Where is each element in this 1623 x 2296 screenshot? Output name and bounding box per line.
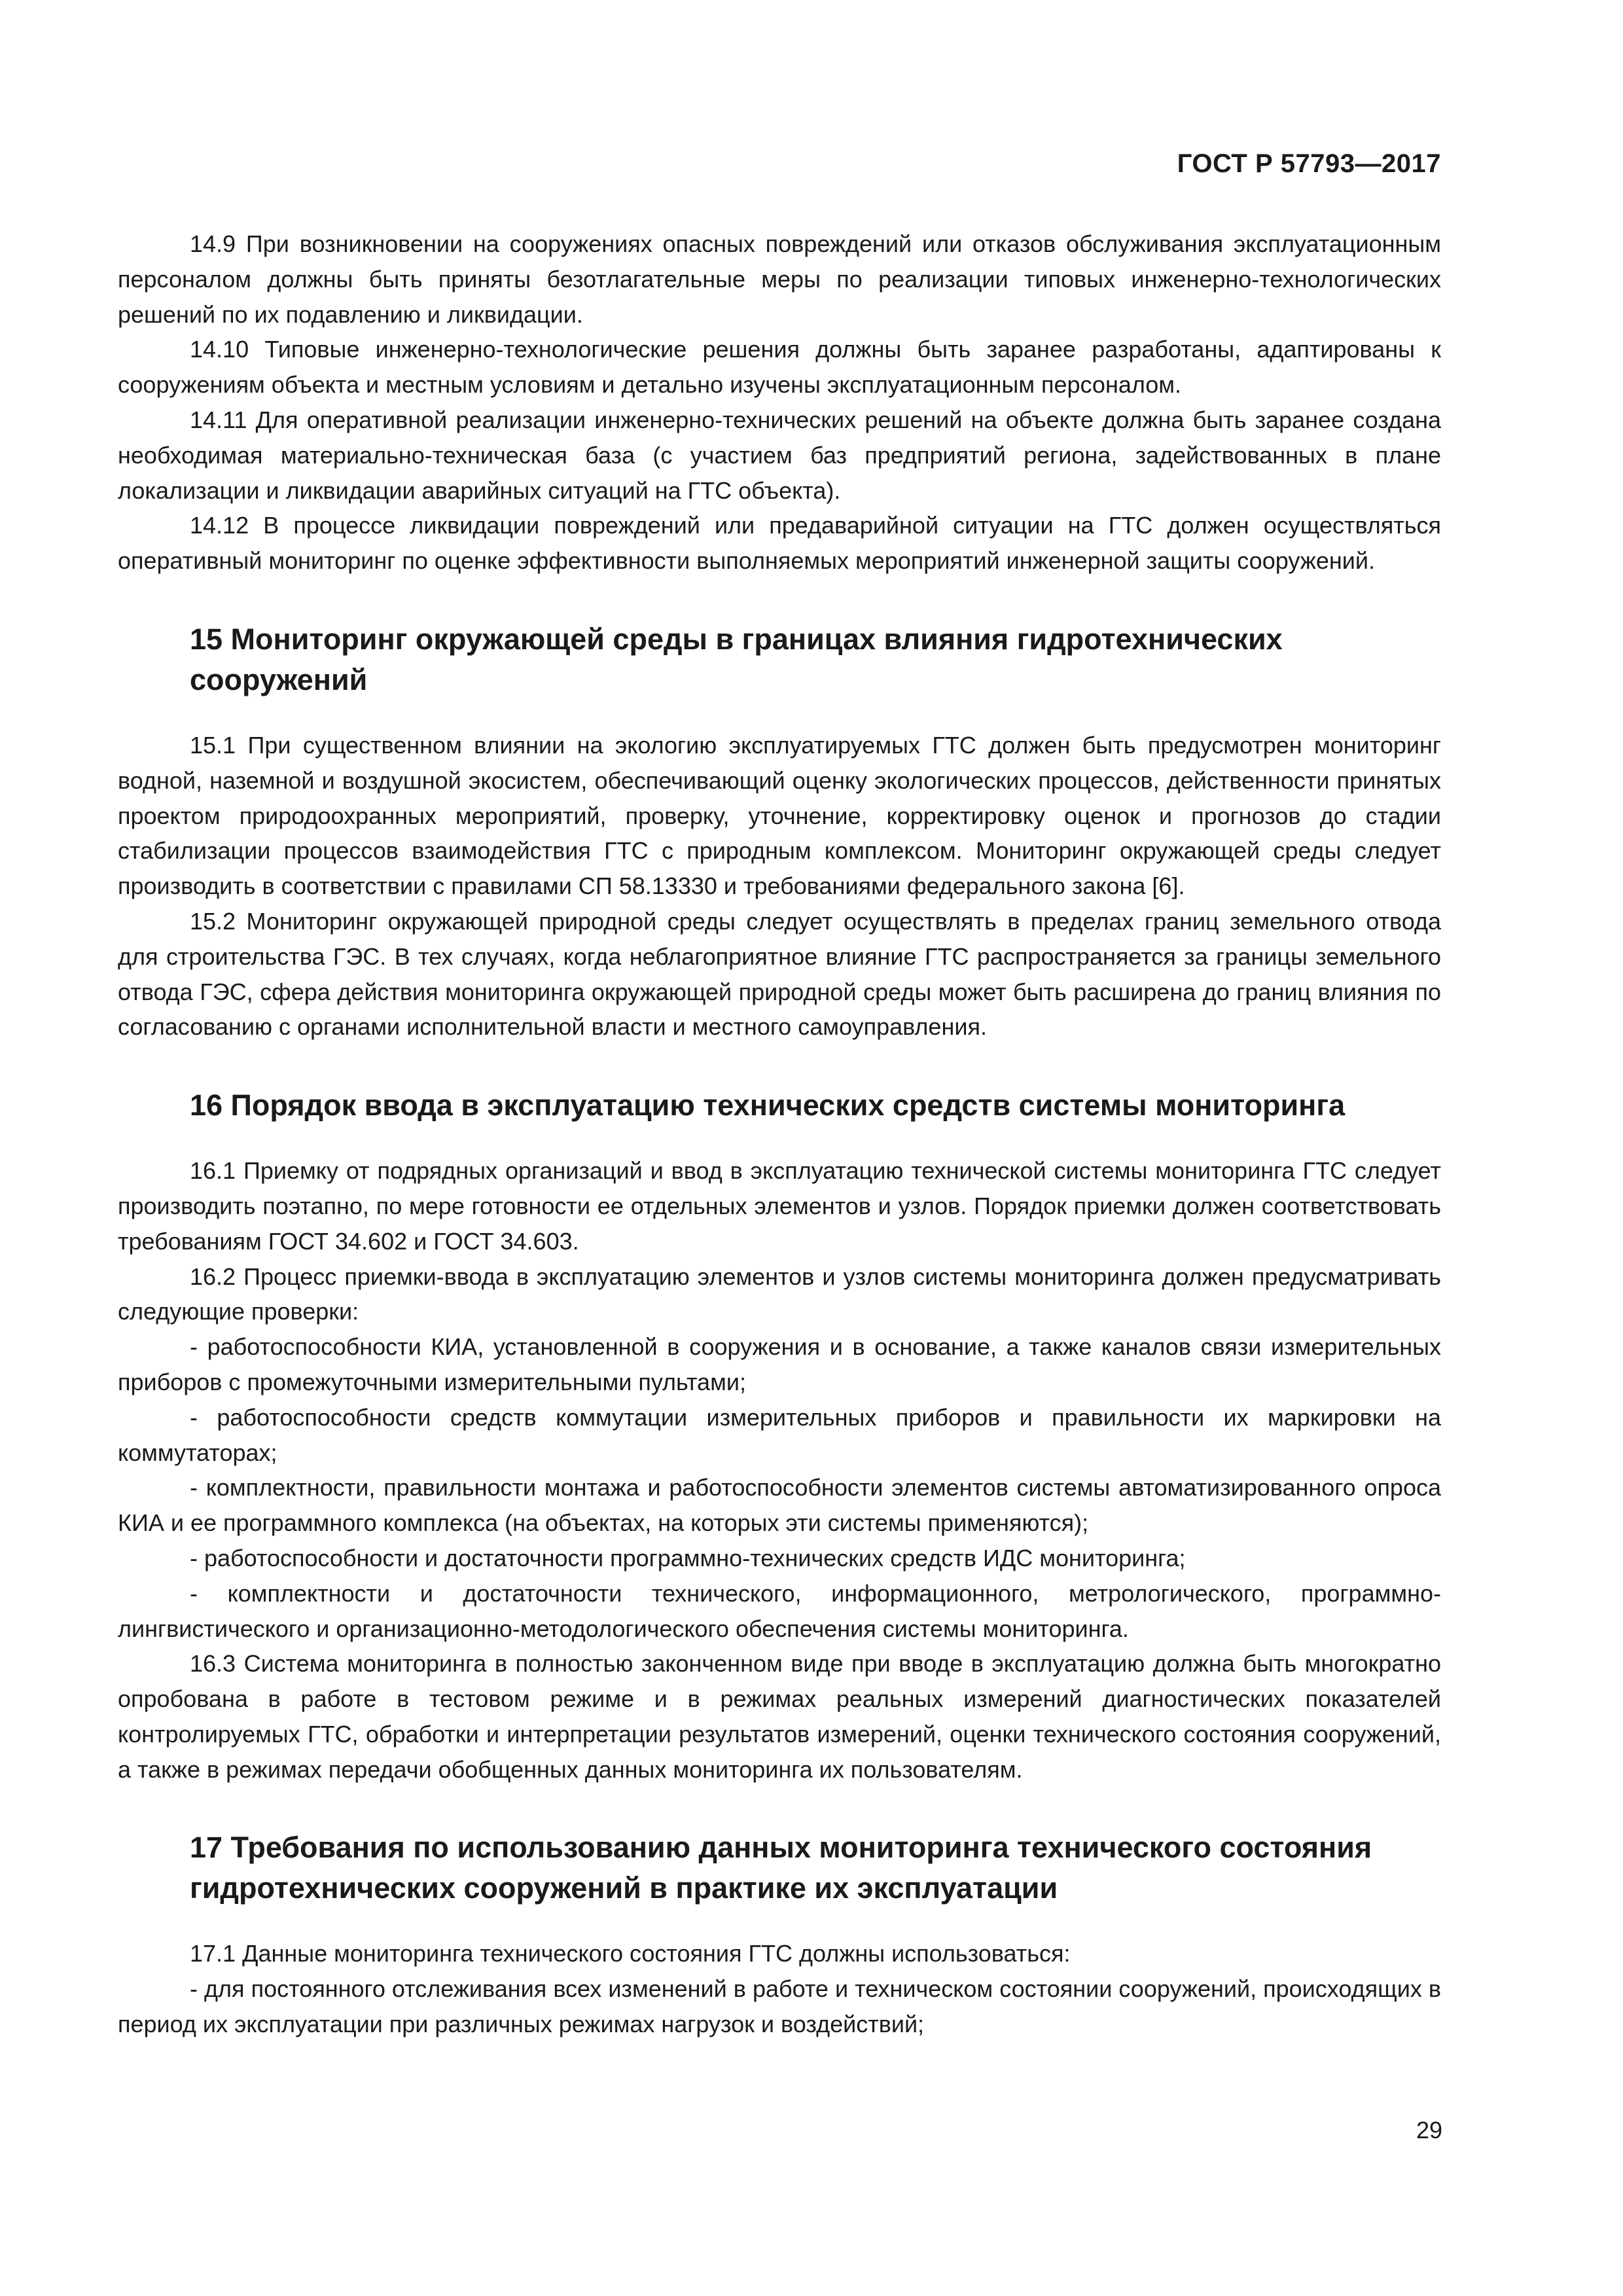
paragraph-16-2: 16.2 Процесс приемки-ввода в эксплуатацию элементов и узлов системы мониторинга должен предусматривать следующие проверки: <box>118 1263 1441 1325</box>
paragraph-15-2: 15.2 Мониторинг окружающей природной среды следует осуществлять в пределах границ земельного отвода для строительства ГЭС. В тех случаях, когда неблагоприятное влияние ГТС распространяется за границы земельного отвода ГЭС, сфера действия мониторинга окружающей природной среды может быть расширена до границ влияния по согласованию с органами исполнительной власти и местного самоуправления. <box>118 907 1441 1041</box>
list-item: - работоспособности и достаточности программно-технических средств ИДС мониторинга; <box>190 1544 1186 1571</box>
paragraph-14-10: 14.10 Типовые инженерно-технологические решения должны быть заранее разработаны, адаптированы к сооружениям объекта и местным условиям и детально изучены эксплуатационным персоналом. <box>118 336 1441 399</box>
list-item: - работоспособности средств коммутации измерительных приборов и правильности их маркировки на коммутаторах; <box>118 1403 1441 1466</box>
section-heading-15: 15 Мониторинг окружающей среды в границах влияния гидротехнических сооружений <box>190 622 1283 696</box>
paragraph-17-1: 17.1 Данные мониторинга технического состояния ГТС должны использоваться: <box>190 1940 1071 1967</box>
section-heading-17: 17 Требования по использованию данных мониторинга технического состояния гидротехнических сооружений в практике их эксплуатации <box>190 1831 1372 1905</box>
list-item: - работоспособности КИА, установленной в сооружения и в основание, а также каналов связи измерительных приборов с промежуточными измерительными пультами; <box>118 1333 1441 1395</box>
paragraph-14-11: 14.11 Для оперативной реализации инженерно-технических решений на объекте должна быть заранее создана необходимая материально-техническая база (с участием баз предприятий региона, задействованных в плане локализации и ликвидации аварийных ситуаций на ГТС объекта). <box>118 406 1441 504</box>
document-code: ГОСТ Р 57793—2017 <box>1177 149 1441 178</box>
page-number: 29 <box>1416 2117 1442 2144</box>
paragraph-16-3: 16.3 Система мониторинга в полностью законченном виде при вводе в эксплуатацию должна быть многократно опробована в работе в тестовом режиме и в режимах реальных измерений диагностических показателей контролируемых ГТС, обработки и интерпретации результатов измерений, оценки технического состояния сооружений, а также в режимах передачи обобщенных данных мониторинга их пользователям. <box>118 1650 1441 1783</box>
paragraph-14-9: 14.9 При возникновении на сооружениях опасных повреждений или отказов обслуживания эксплуатационным персоналом должны быть приняты безотлагательные меры по реализации типовых инженерно-технологических решений по их подавлению и ликвидации. <box>118 230 1441 328</box>
list-item: - для постоянного отслеживания всех изменений в работе и техническом состоянии сооружений, происходящих в период их эксплуатации при различных режимах нагрузок и воздействий; <box>118 1975 1441 2038</box>
section-heading-16: 16 Порядок ввода в эксплуатацию технических средств системы мониторинга <box>190 1088 1346 1122</box>
list-item: - комплектности, правильности монтажа и работоспособности элементов системы автоматизированного опроса КИА и ее программного комплекса (на объектах, на которых эти системы применяются); <box>118 1474 1441 1537</box>
paragraph-15-1: 15.1 При существенном влиянии на экологию эксплуатируемых ГТС должен быть предусмотрен мониторинг водной, наземной и воздушной экосистем, обеспечивающий оценку экологических процессов, действенности принятых проектом природоохранных мероприятий, проверку, уточнение, корректировку оценок и прогнозов до стадии стабилизации процессов взаимодействия ГТС с природным комплексом. Мониторинг окружающей среды следует производить в соответствии с правилами СП 58.13330 и требованиями федерального закона [6]. <box>118 731 1441 900</box>
list-item: - комплектности и достаточности технического, информационного, метрологического, программно-лингвистического и организационно-методологического обеспечения системы мониторинга. <box>118 1579 1441 1642</box>
document-body <box>118 226 1441 2042</box>
paragraph-16-1: 16.1 Приемку от подрядных организаций и ввод в эксплуатацию технической системы мониторинга ГТС следует производить поэтапно, по мере готовности ее отдельных элементов и узлов. Порядок приемки должен соответствовать требованиям ГОСТ 34.602 и ГОСТ 34.603. <box>118 1157 1441 1255</box>
paragraph-14-12: 14.12 В процессе ликвидации повреждений или предаварийной ситуации на ГТС должен осуществляться оперативный мониторинг по оценке эффективности выполняемых мероприятий инженерной защиты сооружений. <box>118 512 1441 575</box>
